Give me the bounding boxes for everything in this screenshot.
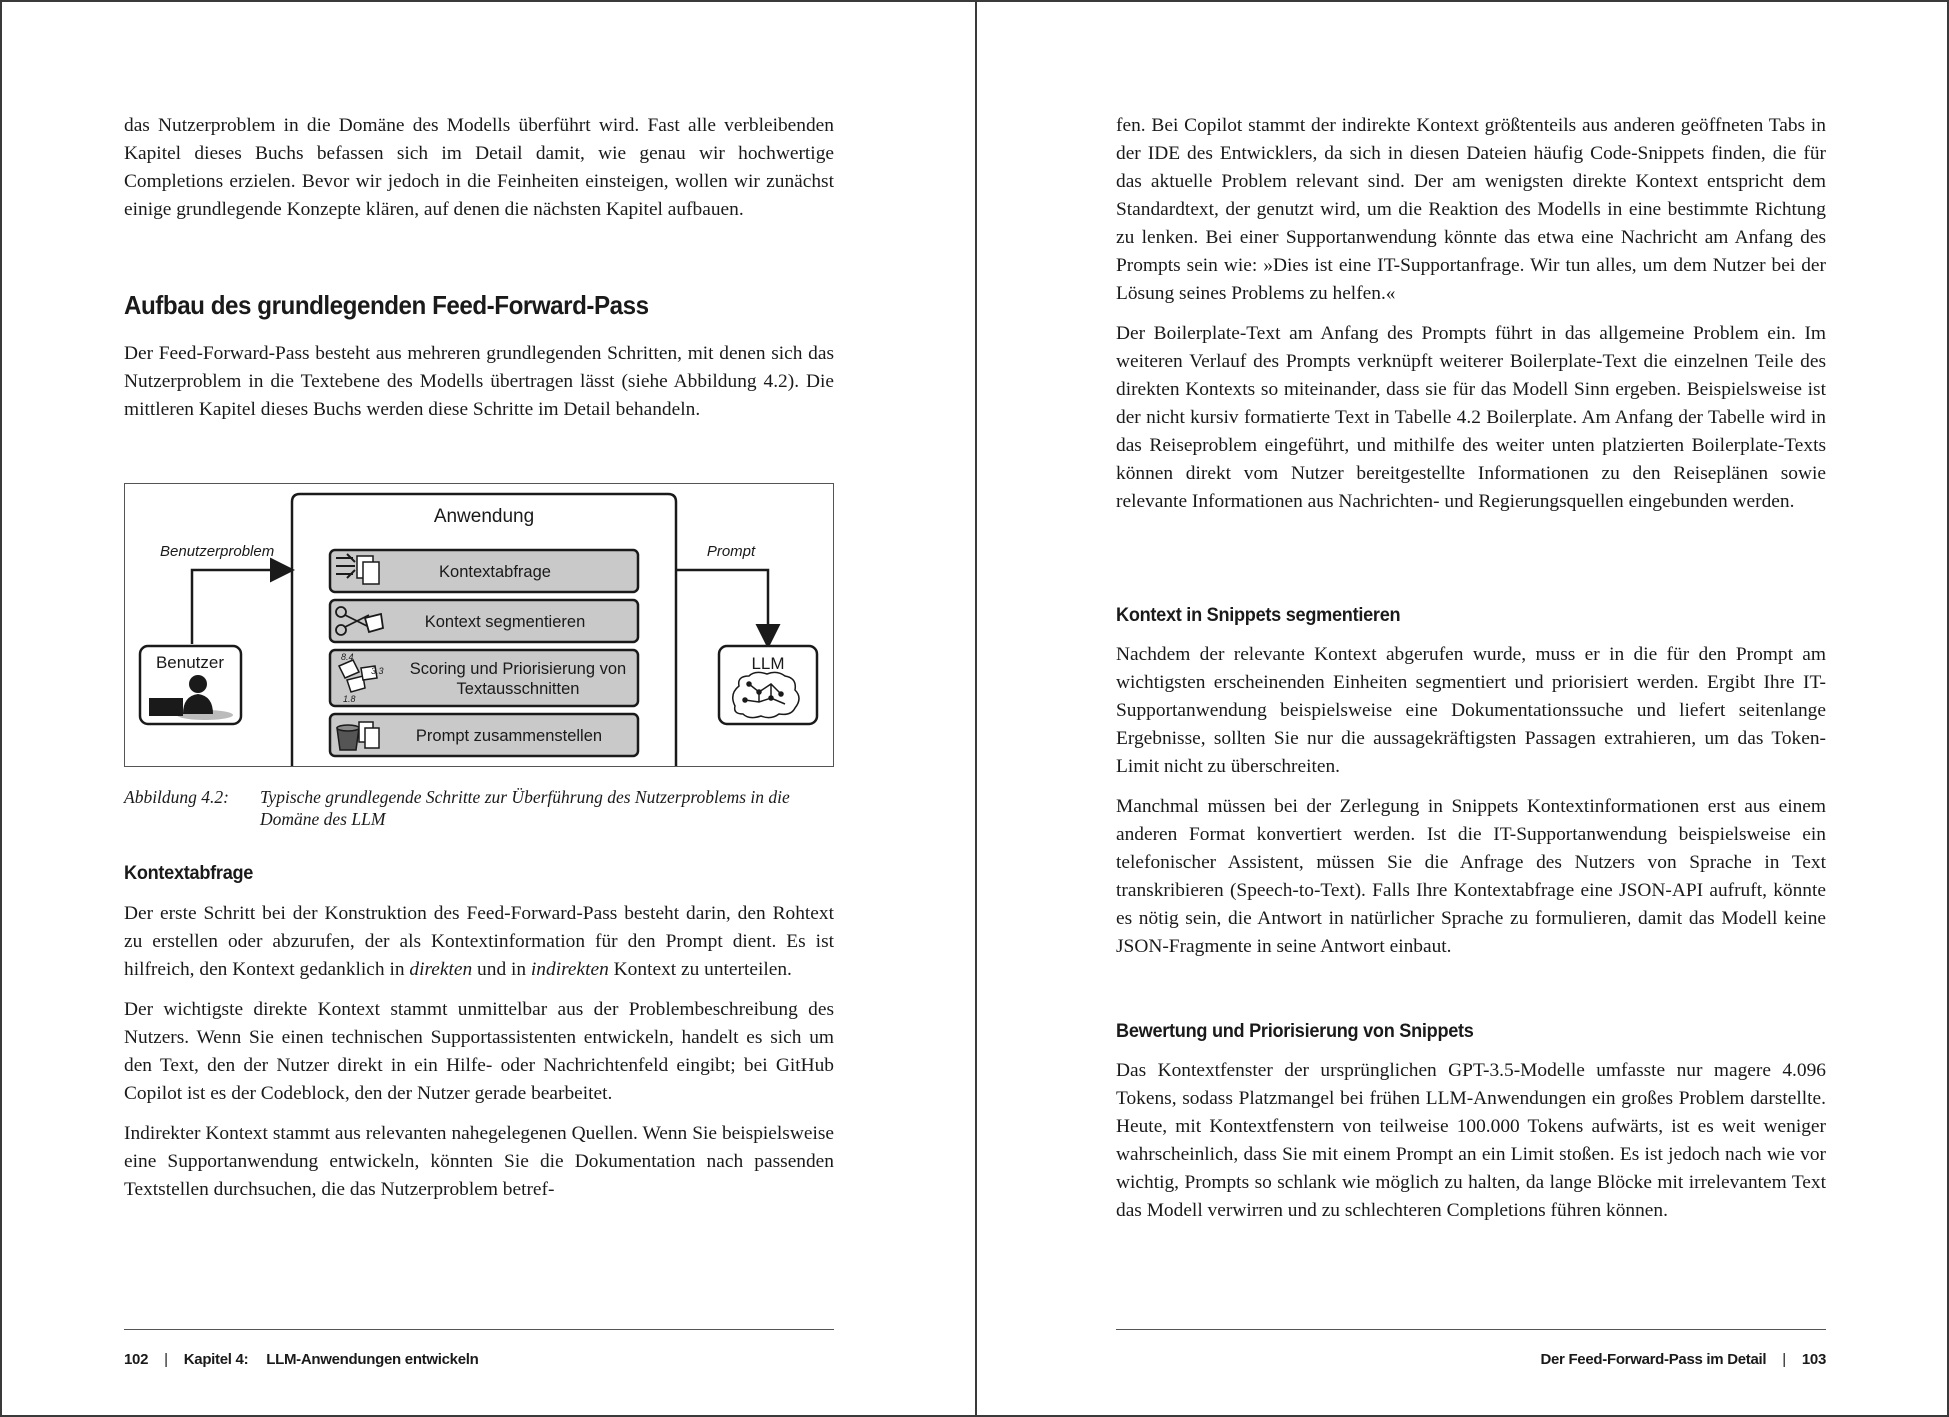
right-page <box>1116 0 1826 1417</box>
section-heading-block <box>124 290 834 321</box>
right-bottom-body <box>1116 1057 1826 1225</box>
figure-caption <box>124 786 844 834</box>
footer-text <box>1540 1351 1826 1368</box>
arrow-label-prompt: Prompt <box>706 543 756 560</box>
right-paragraph-5: Das Kontextfenster der ursprünglichen GPT-3.5-Modelle umfasste nur magere 4.096 Tokens, sodass Platzmangel bei frühen LLM-Anwendungen ein großes Problem darstellte. Heute, mit Kontextfenstern von teilweise 100.000 Tokens aufwärts, ist es weit weniger wahrscheinlich, dass Sie mit einem Prompt an ein Limit stoßen. Es ist jedoch nach wie vor wichtig, Prompts so schlank wie möglich zu halten, da lange Blöcke mit irrelevantem Text das Modell verwirren und zu schlechteren Completions führen können. <box>1116 1060 1826 1221</box>
subheading-block-2 <box>1116 604 1826 627</box>
right-paragraph-2: Der Boilerplate-Text am Anfang des Prompts führt in das allgemeine Problem ein. Im weiteren Verlauf des Prompts verknüpft weiterer Boilerplate-Text die einzelnen Teile des direkten Kontexts so miteinander, dass sie für das Modell Sinn ergeben. Beispielsweise ist der nicht kursiv formatierte Text in Tabelle 4.2 Boilerplate. Am Anfang der Tabelle wird in das Reiseproblem eingeführt, und mithilfe des weiter unten platzierten Boilerplate-Texts können direkt vom Nutzer bereitgestellte Informationen zu den Reiseplänen sowie relevante Informationen aus Nachrichten- und Regierungsquellen eingebunden werden. <box>1116 323 1826 512</box>
footer-section-title: Der Feed-Forward-Pass im Detail <box>1540 1351 1767 1368</box>
p1-part-a: Der erste Schritt bei der Konstruktion des Feed-Forward-Pass besteht darin, den Rohtext zu erstellen oder abzurufen, der als Kontextinformation für den Prompt dient. Es ist hilfreich, den Kontext gedanklich in <box>124 903 834 980</box>
application-title: Anwendung <box>433 506 535 527</box>
score-tag-1: 8.4 <box>341 652 354 662</box>
figure-4-2 <box>124 483 834 767</box>
section-heading: Aufbau des grundlegenden Feed-Forward-Pass <box>124 290 649 320</box>
arrow-app-to-llm <box>676 570 768 644</box>
left-body <box>124 900 834 1204</box>
paragraph-1 <box>124 900 834 984</box>
step-kontext-segmentieren <box>330 600 638 642</box>
right-top-body <box>1116 112 1826 516</box>
p1-part-b: und in <box>472 959 531 980</box>
arrow-label-user-problem: Benutzerproblem <box>160 543 275 560</box>
llm-label: LLM <box>751 654 785 673</box>
step-label-kontext-segmentieren: Kontext segmentieren <box>424 613 586 631</box>
section-paragraph: Der Feed-Forward-Pass besteht aus mehreren grundlegenden Schritten, mit denen sich das Nutzerproblem in die Textebene des Modells übertragen lässt (siehe Abbildung 4.2). Die mittleren Kapitel dieses Buchs werden diese Schritte im Detail behandeln. <box>124 343 834 420</box>
p1-emphasis-direkten: direkten <box>409 959 473 980</box>
score-tag-3: 1.8 <box>343 694 356 704</box>
right-middle-body <box>1116 641 1826 961</box>
footer-page-number: 102 <box>124 1351 149 1368</box>
step-kontextabfrage <box>330 550 638 592</box>
right-footer <box>1116 1317 1826 1417</box>
intro-paragraph: das Nutzerproblem in die Domäne des Modells überführt wird. Fast alle verbleibenden Kapitel dieses Buchs befassen sich im Detail damit, wie genau wir hochwertige Completions erzielen. Bevor wir jedoch in die Feinheiten einsteigen, wollen wir zunächst einige grundlegende Konzepte klären, auf denen die nächsten Kapitel aufbauen. <box>124 115 834 220</box>
right-paragraph-4: Manchmal müssen bei der Zerlegung in Snippets Kontextinformationen erst aus einem anderen Format konvertiert werden. Ist die IT-Supportanwendung beispielsweise ein telefonischer Assistent, müssen Sie die Anfrage des Nutzers von Sprache in Text transkribieren (Speech-to-Text). Falls Ihre Kontextabfrage eine JSON-API aufruft, könnte es nötig sein, die Antwort in natürlicher Sprache zu formulieren, damit das Modell keine JSON-Fragmente in seine Antwort einbaut. <box>1116 796 1826 957</box>
footer-page-number: 103 <box>1801 1351 1826 1368</box>
score-tag-2: 3.3 <box>371 666 384 676</box>
subheading-bewertung: Bewertung und Priorisierung von Snippets <box>1116 1020 1474 1042</box>
subheading-block-3 <box>1116 1020 1826 1043</box>
user-label: Benutzer <box>155 653 225 672</box>
subheading-block-1 <box>124 862 834 885</box>
subheading-kontextabfrage: Kontextabfrage <box>124 862 254 884</box>
paragraph-2: Der wichtigste direkte Kontext stammt unmittelbar aus der Problembeschreibung des Nutzers. Wenn Sie einen technischen Supportassistenten entwickeln, handelt es sich um den Text, den der Nutzer direkt in ein Hilfe- oder Nachrichtenfeld eingibt; bei GitHub Copilot ist es der Codeblock, den der Nutzer gerade bearbeitet. <box>124 999 834 1104</box>
step-prompt-zusammenstellen <box>330 714 638 756</box>
step-scoring <box>330 650 638 706</box>
footer-separator: | <box>164 1351 168 1368</box>
right-paragraph-1: fen. Bei Copilot stammt der indirekte Kontext größtenteils aus anderen geöffneten Tabs in der IDE des Entwicklers, da sich in diesen Dateien häufig Code-Snippets finden, die für das aktuelle Problem relevant sind. Der am wenigsten direkte Kontext entspricht dem Standardtext, der genutzt wird, um die Reaktion des Modells in eine bestimmte Richtung zu lenken. Bei einer Supportanwendung könnte das etwa eine Nachricht am Anfang des Prompts sein wie: »Dies ist eine IT-Supportanfrage. Wir tun alles, um dem Nutzer bei der Lösung seines Problems zu helfen.« <box>1116 115 1826 304</box>
p1-emphasis-indirekten: indirekten <box>530 959 609 980</box>
step-label-scoring-line-2: Textausschnitten <box>456 680 580 698</box>
step-label-scoring-line-1: Scoring und Priorisierung von <box>409 660 627 678</box>
footer-text <box>124 1351 478 1368</box>
footer-rule <box>124 1329 834 1330</box>
right-paragraph-3: Nachdem der relevante Kontext abgerufen wurde, muss er in die für den Prompt am wichtigsten erscheinenden Einheiten segmentiert und priorisiert werden. Ergibt Ihre IT-Supportanwendung beispielsweise eine Dokumentationssuche und liefert seitenlange Ergebnisse, sollten Sie nur die aussagekräftigsten Passagen extrahieren, um das Token-Limit nicht zu überschreiten. <box>1116 644 1826 777</box>
left-footer <box>124 1317 834 1417</box>
paragraph-3: Indirekter Kontext stammt aus relevanten nahegelegenen Quellen. Wenn Sie beispielsweise eine Supportanwendung entwickeln, könnten Sie die Dokumentation nach passenden Textstellen durchsuchen, die das Nutzerproblem betref- <box>124 1123 834 1200</box>
caption-text: Typische grundlegende Schritte zur Überführung des Nutzerproblems in die Domäne des LLM <box>260 787 790 829</box>
subheading-kontext-segmentieren: Kontext in Snippets segmentieren <box>1116 604 1401 626</box>
p1-part-c: Kontext zu unterteilen. <box>608 959 792 980</box>
step-label-kontextabfrage: Kontextabfrage <box>439 563 551 581</box>
footer-chapter-title: LLM-Anwendungen entwickeln <box>266 1351 479 1368</box>
footer-separator: | <box>1782 1351 1786 1368</box>
left-intro <box>124 112 834 224</box>
footer-chapter: Kapitel 4: <box>183 1351 249 1368</box>
step-label-prompt-zusammenstellen: Prompt zusammenstellen <box>415 727 603 745</box>
caption-label: Abbildung 4.2: <box>124 787 229 807</box>
section-body <box>124 340 834 424</box>
arrow-user-to-app <box>192 570 290 644</box>
footer-rule <box>1116 1329 1826 1330</box>
